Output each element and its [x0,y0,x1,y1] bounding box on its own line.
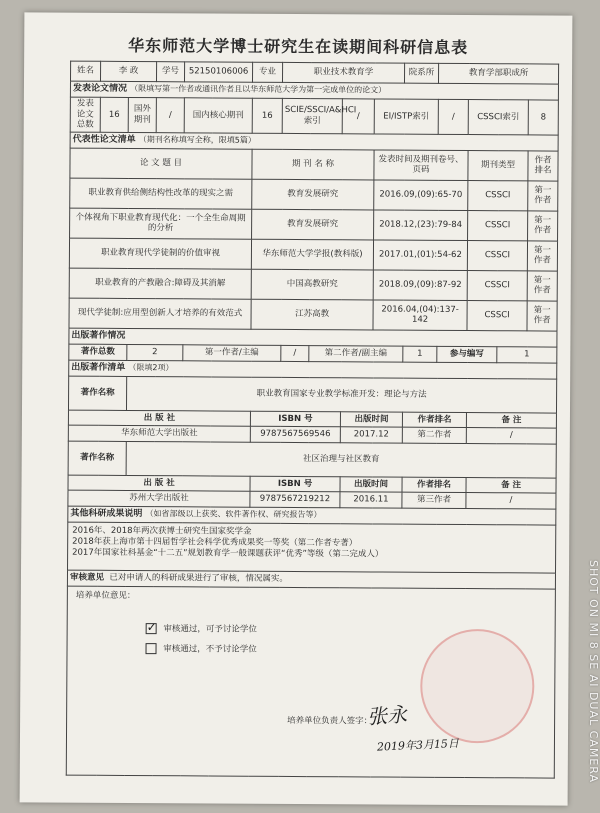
official-seal [420,629,535,744]
ei-label: EI/ISTP索引 [374,99,438,134]
book-isbn: 9787567219212 [250,491,340,508]
dept-value: 教育学部职成所 [439,63,559,84]
col-remark: 备 注 [466,412,556,428]
checkbox-reject[interactable] [146,643,157,654]
col-isbn: ISBN 号 [250,476,340,492]
paper-journal: 江苏高教 [251,299,373,330]
papers-header: 发表论文情况 [72,83,127,94]
papers-count-row [70,97,558,135]
paper-date: 2016.04,(04):137-142 [373,300,467,331]
book-remark: / [466,427,556,444]
papers-note: （限填写第一作者或通讯作者且以华东师范大学为第一完成单位的论文） [130,83,387,95]
book-name-label: 著作名称 [68,376,126,410]
book-name-label: 著作名称 [68,441,126,475]
review-label: 审核意见 [69,572,105,583]
watermark-line1: SHOT ON MI 8 SE [587,560,600,671]
col-rank: 作者排名 [528,151,558,181]
sci-label: SCIE/SSCI/A&HCI索引 [282,98,342,133]
other-note: （如省部级以上获奖、软件著作权、研究报告等） [145,508,322,519]
book-name-row [68,441,556,478]
books-second-label: 第二作者/副主编 [309,345,403,362]
paper-type: CSSCI [468,210,528,240]
paper-journal: 华东师范大学学报(教科版) [251,239,373,270]
paper-rank: 第一作者 [527,301,557,331]
paper-date: 2018.09,(09):87-92 [373,270,467,301]
col-type: 期刊类型 [468,150,528,180]
paper-row [70,208,558,241]
book-date: 2017.12 [340,427,402,443]
sci-value: / [342,99,374,134]
paper-date: 2018.12,(23):79-84 [374,210,468,241]
watermark-line2: AI DUAL CAMERA [587,674,600,783]
paper-list-header: 代表性论文清单 [72,134,136,145]
col-author-rank: 作者排名 [402,477,466,492]
camera-watermark [572,560,600,810]
paper-title: 个体视角下职业教育现代化：一个全生命周期的分析 [70,208,252,239]
paper-row [69,298,557,331]
book-list-note: （限填2项） [128,362,174,373]
other-content-row [68,522,556,573]
paper-list-columns [70,148,558,181]
book-remark: / [466,492,556,509]
paper-rank: 第一作者 [527,241,557,271]
books-participate: 1 [497,347,557,363]
book-publisher: 苏州大学出版社 [68,490,250,507]
col-remark: 备 注 [466,477,556,493]
paper-row [69,238,557,271]
foreign-label: 国外期刊 [128,97,156,132]
col-pub-date: 出版时间 [340,412,402,427]
paper-rank: 第一作者 [527,271,557,301]
books-participate-label: 参与编写 [437,346,497,362]
paper-list-note: （期刊名称填写全称，限填5篇） [138,134,256,145]
col-isbn: ISBN 号 [250,411,340,427]
paper-date: 2016.09,(09):65-70 [374,180,468,211]
book-publisher: 华东师范大学出版社 [68,425,250,442]
other-line: 2018年获上海市第十四届哲学社会科学优秀成果奖一等奖（第二作者专著） [72,536,358,549]
book-name-row [68,376,556,413]
handwritten-signature: 张永 [366,702,408,729]
books-total: 2 [127,344,183,360]
cssci-value: 8 [528,100,558,135]
form-table [66,61,552,779]
ei-value: / [438,99,468,134]
books-header: 出版著作情况 [69,328,557,347]
book-list-header: 出版著作清单 [71,362,126,373]
domestic-value: 16 [252,98,282,133]
paper-journal: 教育发展研究 [252,209,374,240]
name-label: 姓名 [70,61,100,81]
paper-type: CSSCI [467,300,527,330]
books-first: / [281,345,309,361]
books-total-label: 著作总数 [69,344,127,360]
signer-label: 培养单位负责人签字： [287,715,373,727]
paper-type: CSSCI [468,180,528,210]
paper-row [70,178,558,211]
major-value: 职业技术教育学 [283,62,405,83]
papers-total-label: 发表论文总数 [70,97,100,132]
option-reject-row [145,643,256,655]
col-date: 发表时间及期刊卷号、页码 [374,150,468,181]
form-title: 华东师范大学博士研究生在读期间科研信息表 [128,35,469,58]
review-body-row [66,586,555,778]
unit-opinion-label: 培养单位意见： [75,590,136,601]
handwritten-date: 2019年3月15日 [376,736,460,754]
checkbox-approve[interactable] [146,619,157,635]
paper-title: 职业教育的产教融合:障碍及其消解 [69,268,251,299]
paper-title: 职业教育供给侧结构性改革的现实之需 [70,178,252,209]
id-label: 学号 [157,62,185,82]
other-line: 2017年国家社科基金“十二五”规划教育学一般课题获评“优秀”等级（第二完成人） [72,547,384,560]
papers-total: 16 [100,97,128,132]
col-journal: 期 刊 名 称 [252,149,374,180]
books-second: 1 [403,346,437,362]
check-icon: ✓ [146,619,157,635]
col-publisher: 出 版 社 [68,410,250,426]
paper-title: 现代学徒制:应用型创新人才培养的有效范式 [69,298,251,329]
col-publisher: 出 版 社 [68,475,250,491]
option-approve-row [146,619,257,635]
paper-date: 2017.01,(01):54-62 [373,240,467,271]
book-rank: 第三作者 [402,492,466,508]
paper-type: CSSCI [467,270,527,300]
domestic-label: 国内核心期刊 [184,98,252,133]
other-line: 2016年、2018年两次获博士研究生国家奖学金 [72,525,252,537]
col-pub-date: 出版时间 [340,477,402,492]
paper-type: CSSCI [467,240,527,270]
book-name: 职业教育国家专业教学标准开发：理论与方法 [126,376,556,413]
books-first-label: 第一作者/主编 [183,345,281,362]
foreign-value: / [156,98,184,133]
option-reject-label: 审核通过，不予讨论学位 [163,644,257,655]
dept-label: 院系所 [405,63,439,83]
other-header: 其他科研成果说明 [70,508,143,519]
paper-rank: 第一作者 [528,181,558,211]
book-date: 2016.11 [340,492,402,508]
option-approve-label: 审核通过，可予讨论学位 [163,624,257,635]
book-isbn: 9787567569546 [250,426,340,443]
cssci-label: CSSCI索引 [468,100,528,135]
paper-journal: 教育发展研究 [252,179,374,210]
book-name: 社区治理与社区教育 [126,441,556,478]
name-value: 李 政 [100,61,156,81]
paper-journal: 中国高教研究 [251,269,373,300]
col-paper-title: 论 文 题 目 [70,148,252,179]
paper-row [69,268,557,301]
major-label: 专业 [253,62,283,82]
id-value: 52150106006 [185,62,253,82]
review-text: 已对申请人的科研成果进行了审核，情况属实。 [109,572,288,585]
paper-rank: 第一作者 [528,211,558,241]
paper-title: 职业教育现代学徒制的价值审视 [69,238,251,269]
book-rank: 第二作者 [402,427,466,443]
form-paper [20,12,573,805]
col-author-rank: 作者排名 [402,412,466,427]
